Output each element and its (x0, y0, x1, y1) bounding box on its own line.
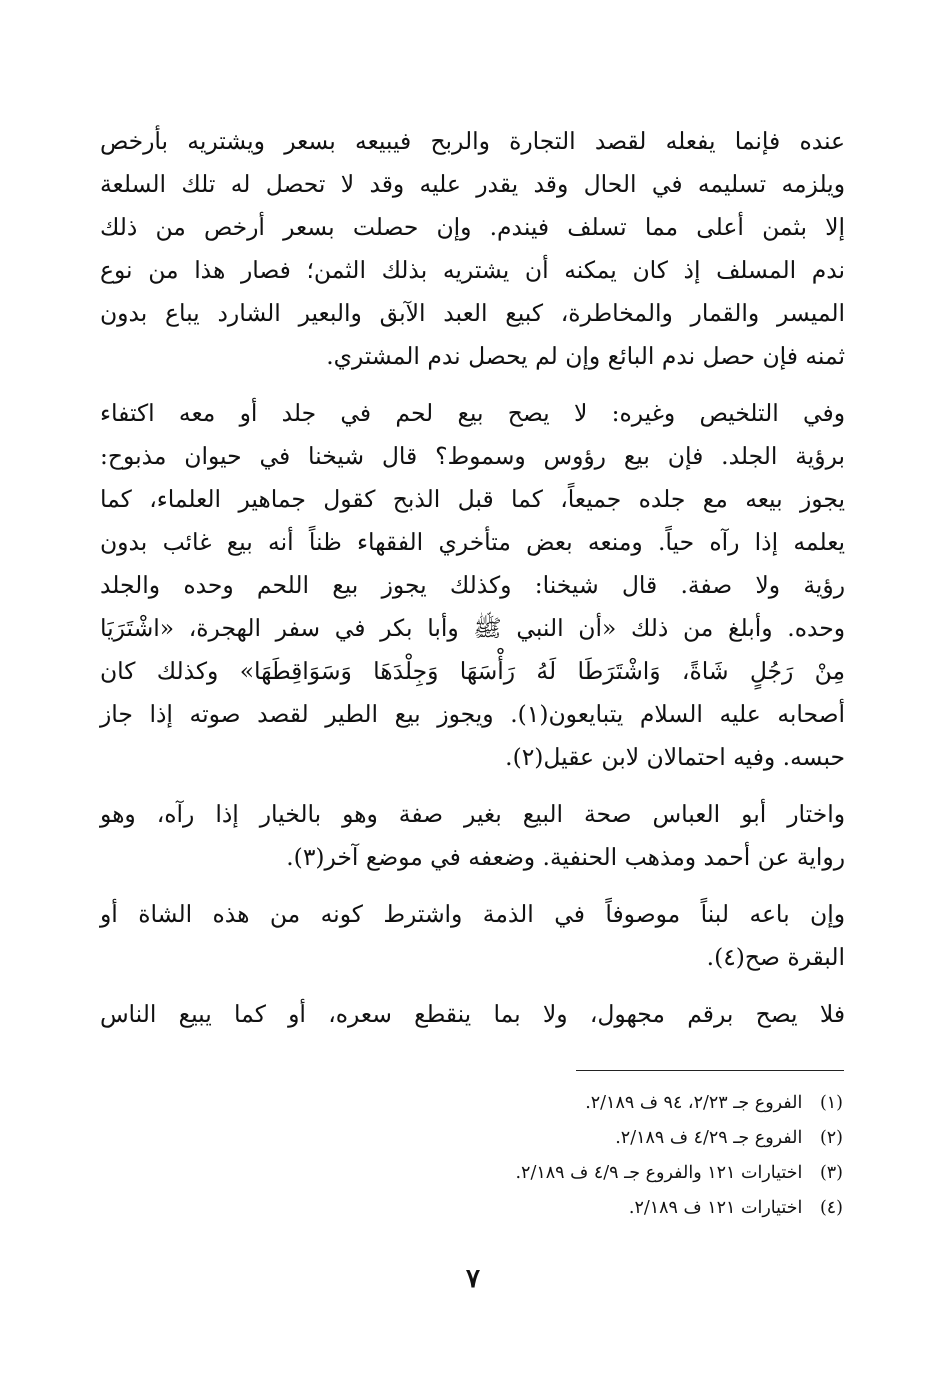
footnote-2 (343, 1121, 843, 1156)
page-number: ٧ (466, 1264, 480, 1294)
footnote-3 (343, 1156, 843, 1191)
paragraph-2 (100, 392, 845, 779)
text-line: ويلزمه تسليمه في الحال وقد يقدر عليه وقد لا تحصل له تلك السلعة (100, 170, 845, 198)
footnotes (343, 1086, 843, 1226)
text-line: أصحابه عليه السلام يتبايعون(١). ويجوز بيع الطير لقصد صوته إذا جاز (100, 700, 846, 728)
footnote-1 (343, 1086, 843, 1121)
text-line: رؤية ولا صفة. قال شيخنا: وكذلك يجوز بيع اللحم وحده والجلد (100, 571, 845, 599)
page-body (100, 120, 845, 1050)
footnote-text: اختيارات ١٢١ ف ٢/١٨٩. (628, 1198, 803, 1218)
footnote-number: (٤) (819, 1198, 843, 1218)
footnote-number: (٣) (819, 1163, 843, 1183)
paragraph-4 (100, 893, 845, 979)
footnote-number: (١) (819, 1093, 843, 1113)
text-line: وحده. وأبلغ من ذلك «أن النبي ﷺ وأبا بكر في سفر الهجرة، «اشْتَرَيَا (100, 614, 845, 642)
text-line: عنده فإنما يفعله لقصد التجارة والربح فيبيعه بسعر ويشتريه بأرخص (100, 127, 845, 155)
paragraph-3 (100, 793, 845, 879)
paragraph-1 (100, 120, 845, 378)
footnote-text: الفروع جـ ٢/٢٣، ٩٤ ف ٢/١٨٩. (585, 1093, 803, 1113)
text-line: فلا يصح برقم مجهول، ولا بما ينقطع سعره، أو كما يبيع الناس (100, 1000, 845, 1028)
text-line: مِنْ رَجُلٍ شَاةً، وَاشْتَرَطَا لَهُ رَأْسَهَا وَجِلْدَهَا وَسَوَاقِطَهَا» وكذلك كان (100, 657, 845, 685)
footnote-4 (343, 1191, 843, 1226)
footnote-number: (٢) (819, 1128, 843, 1148)
footnote-text: الفروع جـ ٤/٢٩ ف ٢/١٨٩. (615, 1128, 803, 1148)
footnote-text: اختيارات ١٢١ والفروع جـ ٤/٩ ف ٢/١٨٩. (515, 1163, 803, 1183)
text-line: يعلمه إذا رآه حياً. ومنعه بعض متأخري الفقهاء ظناً أنه بيع غائب بدون (100, 528, 845, 556)
text-line: برؤية الجلد. فإن بيع رؤوس وسموط؟ قال شيخنا في حيوان مذبوح: (100, 442, 845, 470)
text-line: يجوز بيعه مع جلده جميعاً، كما قبل الذبح كقول جماهير العلماء، كما (100, 485, 845, 513)
text-line: وفي التلخيص وغيره: لا يصح بيع لحم في جلد أو معه اكتفاء (100, 399, 845, 427)
text-line: واختار أبو العباس صحة البيع بغير صفة وهو بالخيار إذا رآه، وهو (100, 800, 845, 828)
text-line: رواية عن أحمد ومذهب الحنفية. وضعفه في موضع آخر(٣). (286, 843, 845, 871)
footnote-separator (576, 1070, 844, 1071)
text-line: البقرة صح(٤). (706, 943, 845, 971)
text-line: إلا بثمن أعلى مما تسلف فيندم. وإن حصلت بسعر أرخص من ذلك (100, 213, 845, 241)
text-line: حبسه. وفيه احتمالان لابن عقيل(٢). (505, 743, 845, 771)
text-line: الميسر والقمار والمخاطرة، كبيع العبد الآبق والبعير الشارد يباع بدون (100, 299, 845, 327)
text-line: وإن باعه لبناً موصوفاً في الذمة واشترط كونه من هذه الشاة أو (100, 900, 845, 928)
paragraph-5 (100, 993, 845, 1036)
text-line: ثمنه فإن حصل ندم البائع وإن لم يحصل ندم المشتري. (326, 342, 845, 370)
text-line: ندم المسلف إذ كان يمكنه أن يشتريه بذلك الثمن؛ فصار هذا من نوع (100, 256, 845, 284)
